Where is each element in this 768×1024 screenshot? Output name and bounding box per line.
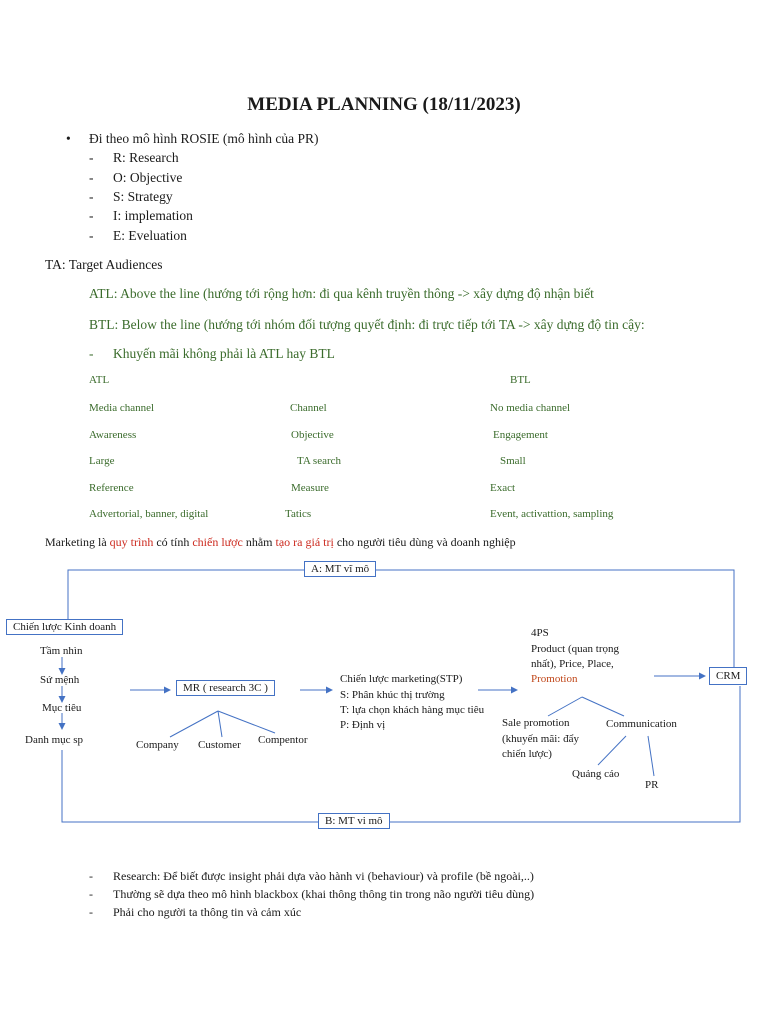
top-env-box: A: MT vĩ mô bbox=[304, 561, 376, 577]
rosie-item: O: Objective bbox=[113, 170, 183, 185]
dash-marker: - bbox=[89, 346, 94, 361]
fourps-line: Product (quan trọng bbox=[531, 643, 619, 655]
promotion-note: Khuyến mãi không phải là ATL hay BTL bbox=[113, 346, 335, 361]
sale-promotion-line: chiến lược) bbox=[502, 748, 552, 760]
strategy-step: Tầm nhìn bbox=[40, 645, 83, 657]
frame-line-top bbox=[68, 570, 734, 668]
dash-marker: - bbox=[89, 228, 94, 243]
strategy-step: Mục tiêu bbox=[42, 702, 82, 714]
dash-marker: - bbox=[89, 189, 94, 204]
communication-label: Communication bbox=[606, 718, 677, 730]
compare-header-atl: ATL bbox=[89, 374, 110, 386]
rosie-bullet-dot: • bbox=[66, 131, 71, 146]
branch-line bbox=[648, 736, 654, 776]
compare-cell-atl: Awareness bbox=[89, 429, 137, 441]
branch-line bbox=[218, 711, 275, 733]
def-text: có tính bbox=[153, 535, 193, 549]
market-research-box: MR ( research 3C ) bbox=[176, 680, 275, 696]
def-text: nhằm bbox=[242, 535, 276, 549]
strategy-step: Danh mục sp bbox=[25, 734, 84, 746]
closing-item: Research: Để biết được insight phải dựa vào hành vi (behaviour) và profile (bề ngoài,..) bbox=[113, 869, 534, 883]
compare-cell-btl: Event, activattion, sampling bbox=[490, 508, 614, 520]
compare-cell-btl: Exact bbox=[490, 482, 516, 494]
advertising-label: Quảng cáo bbox=[572, 768, 620, 780]
bottom-env-box: B: MT vi mô bbox=[318, 813, 390, 829]
mr-child: Compentor bbox=[258, 734, 308, 746]
rosie-bullet: Đi theo mô hình ROSIE (mô hình của PR) bbox=[89, 131, 319, 146]
dash-marker: - bbox=[89, 905, 93, 919]
compare-cell-atl: Advertorial, banner, digital bbox=[89, 508, 209, 520]
compare-cell-criterion: Channel bbox=[290, 402, 327, 414]
fourps-title: 4PS bbox=[531, 627, 549, 639]
compare-header-btl: BTL bbox=[510, 374, 531, 386]
rosie-item: R: Research bbox=[113, 150, 179, 165]
rosie-item: S: Strategy bbox=[113, 189, 173, 204]
marketing-definition bbox=[45, 535, 516, 550]
def-text: cho người tiêu dùng và doanh nghiệp bbox=[333, 535, 516, 549]
compare-cell-criterion: Tatics bbox=[285, 508, 312, 520]
compare-cell-btl: Small bbox=[500, 455, 526, 467]
stp-line: Chiến lược marketing(STP) bbox=[340, 673, 463, 685]
strategy-step: Sứ mệnh bbox=[40, 674, 80, 686]
compare-cell-criterion: Objective bbox=[291, 429, 334, 441]
stp-line: T: lựa chọn khách hàng mục tiêu bbox=[340, 704, 485, 716]
dash-marker: - bbox=[89, 170, 94, 185]
closing-item: Phải cho người ta thông tin và cảm xúc bbox=[113, 905, 302, 919]
compare-cell-atl: Reference bbox=[89, 482, 134, 494]
dash-marker: - bbox=[89, 869, 93, 883]
stp-line: P: Định vị bbox=[340, 719, 386, 731]
mr-child: Customer bbox=[198, 739, 241, 751]
pr-label: PR bbox=[645, 779, 659, 791]
sale-promotion-line: Sale promotion bbox=[502, 717, 570, 729]
sale-promotion-line: (khuyến mãi: đẩy bbox=[502, 733, 579, 745]
def-highlight: quy trình bbox=[109, 535, 154, 549]
business-strategy-box: Chiến lược Kinh doanh bbox=[6, 619, 123, 635]
mr-child: Company bbox=[136, 739, 179, 751]
btl-definition: BTL: Below the line (hướng tới nhóm đối tượng quyết định: đi trực tiếp tới TA -> xây dựng độ tin cậy: bbox=[89, 317, 645, 332]
branch-line bbox=[598, 736, 626, 765]
ta-heading: TA: Target Audiences bbox=[45, 257, 163, 272]
closing-item: Thường sẽ dựa theo mô hình blackbox (khai thông thông tin trong não người tiêu dùng) bbox=[113, 887, 535, 901]
atl-definition: ATL: Above the line (hướng tới rộng hơn: đi qua kênh truyền thông -> xây dựng độ nhận biết bbox=[89, 286, 594, 301]
page-title: MEDIA PLANNING (18/11/2023) bbox=[247, 94, 521, 115]
rosie-item: E: Eveluation bbox=[113, 228, 187, 243]
branch-line bbox=[170, 711, 218, 737]
fourps-line: nhất), Price, Place, bbox=[531, 658, 614, 670]
stp-line: S: Phân khúc thị trường bbox=[340, 689, 445, 701]
compare-cell-atl: Media channel bbox=[89, 402, 155, 414]
def-highlight: chiến lược bbox=[192, 535, 243, 549]
def-highlight: tạo ra giá trị bbox=[275, 535, 334, 549]
compare-cell-btl: Engagement bbox=[493, 429, 548, 441]
def-text: Marketing là bbox=[45, 535, 110, 549]
branch-line bbox=[218, 711, 222, 737]
dash-marker: - bbox=[89, 887, 93, 901]
branch-line bbox=[582, 697, 624, 716]
compare-cell-criterion: TA search bbox=[297, 455, 342, 467]
compare-cell-atl: Large bbox=[89, 455, 115, 467]
crm-box: CRM bbox=[709, 667, 747, 685]
branch-line bbox=[548, 697, 582, 716]
dash-marker: - bbox=[89, 208, 94, 223]
compare-cell-criterion: Measure bbox=[291, 482, 329, 494]
rosie-item: I: implemation bbox=[113, 208, 193, 223]
fourps-promotion: Promotion bbox=[531, 673, 578, 685]
dash-marker: - bbox=[89, 150, 94, 165]
compare-cell-btl: No media channel bbox=[490, 402, 571, 414]
